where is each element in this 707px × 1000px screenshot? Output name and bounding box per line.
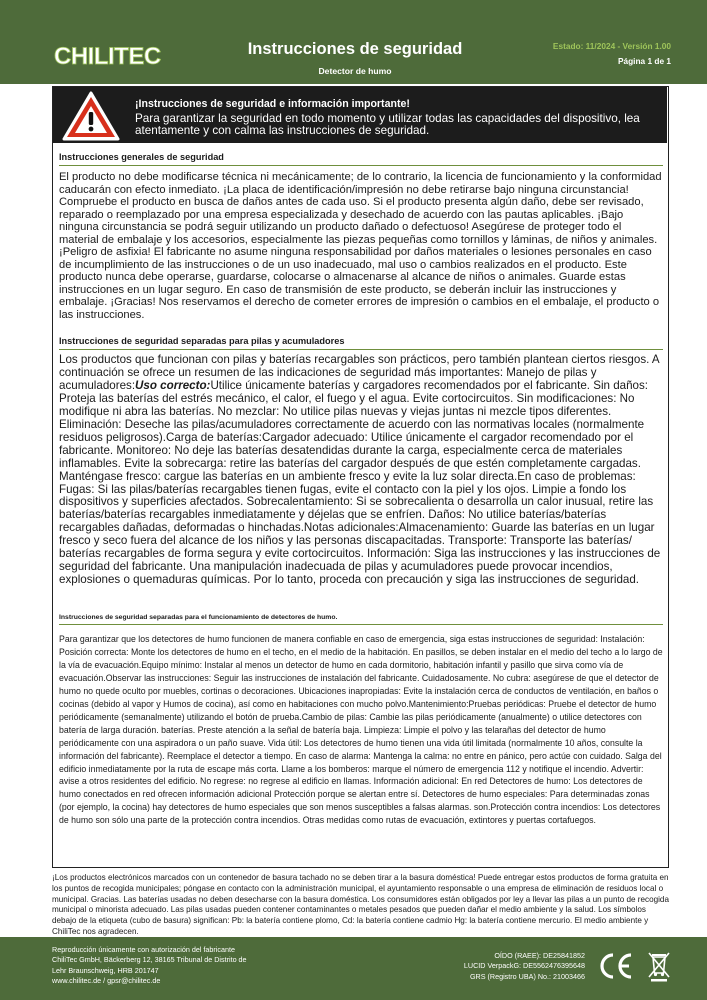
page-header [0, 0, 707, 84]
footer-line: Lehr Braunschweig, HRB 201747 [52, 965, 159, 975]
warning-text: Para garantizar la seguridad en todo momento y utilizar todas las capacidades del dispositivo, lea atentamente y con calma las instrucciones de seguridad. [135, 112, 640, 138]
warning-triangle-icon [61, 90, 121, 142]
footer-grs-number: GRS (Registro UBA) No.: 21003466 [469, 971, 585, 981]
warning-banner [53, 87, 667, 143]
footer-registrations [464, 951, 585, 982]
footer-lucid-number: LUCID VerpackG: DE5562476395648 [463, 961, 585, 971]
page-number: Página 1 de 1 [617, 56, 671, 66]
page-footer [0, 937, 707, 1000]
page-title: Instrucciones de seguridad [247, 40, 463, 58]
ce-mark-icon [598, 952, 634, 980]
footer-line: Reproducción únicamente con autorización del fabricante [52, 945, 235, 954]
smoke-heading: Instrucciones de seguridad separadas para el funcionamiento de detectores de humo. [59, 614, 663, 625]
smoke-text: Para garantizar que los detectores de humo funcionen de manera confiable en caso de emergencia, siga estas instrucciones de seguridad: Instalación: Posición correcta: Monte los detectores de humo en el techo, en el medio de la habitación. En pasillos, se deben instalar en el medio del techo a lo largo de la vía de evacuación.Equipo mínimo: Instalar al menos un detector de humo en cada dormitorio, habitación infantil y pasillo que sirva como vía de evacuación.Observar las instrucciones: Seguir las instrucciones de instalación del fabricante. Cuidadosamente. No cubra: asegúrese de que el detector de humo no quede oculto por muebles, cortinas o decoraciones. Ubicaciones inapropiadas: Evite la instalación cerca de conductos de ventilación, en baños o cocinas (debido al vapor y Humos de cocina), así como en habitaciones con mucho polvo.Mantenimiento:Pruebas periódicas: Pruebe el detector de humo periódicamente (semanalmente) utilizando el botón de prueba.Cambio de pilas: Cambie las pilas periódicamente (anualmente) o utilice detectores con batería de larga duración. baterías. Preste atención a la señal de batería baja. Limpieza: Limpie el polvo y las telarañas del detector de humo periódicamente con una aspiradora o un paño suave. Vida útil: Los detectores de humo tienen una vida útil limitada (normalmente 10 años, consulte la información del fabricante). Reemplace el detector a tiempo. En caso de alarma: Mantenga la calma: no entre en pánico, pero actúe con cuidado. Salga del edificio inmediatamente por la ruta de escape más corta. Llame a los bomberos: marque el número de emergencia 112 y notifique el incendio. Advertir: avise a otros residentes del edificio. No regrese: no regrese al edificio en llamas. Información adicional: En red Detectores de humo: Los detectores de humo conectados en red ofrecen información adicional Protección porque se alertan entre sí. Detectores de humo especiales: Para determinadas zonas (por ejemplo, la cocina) hay detectores de humo especiales que son menos susceptibles a falsas alarmas. son.Protección contra incendios: Los detectores de humo son sólo una parte de la protección contra incendios. Otras medidas como rutas de evacuación, extintores y puertas cortafuegos. [59, 634, 663, 826]
footer-line: ChiliTec GmbH, Bäckerberg 12, 38165 Tribunal de Distrito de [52, 955, 247, 965]
crossed-bin-icon [646, 950, 672, 982]
footer-company-info [52, 945, 247, 986]
svg-text:CHILITEC: CHILITEC [54, 43, 161, 70]
footer-weee-number: OÍDO (RAEE): DE25841852 [494, 951, 585, 960]
page-subtitle: Detector de humo [318, 66, 392, 76]
batteries-heading: Instrucciones de seguridad separadas para pilas y acumuladores [59, 336, 663, 350]
batteries-text-rest: Utilice únicamente baterías y cargadores recomendados por el fabricante. Sin daños: Proteja las baterías del estrés mecánico, el calor, el fuego y el agua. Evite cortocircuitos. Sin modificaciones: No modifique ni abra las baterías. No mezclar: No utilice pilas nuevas y viejas juntas ni mezcle tipos diferentes. Eliminación: Deseche las pilas/acumuladores correctamente de acuerdo con las normativas locales (normalmente residuos peligrosos).Carga de baterías:Cargador adecuado: Utilice únicamente el cargador recomendado por el fabricante. Monitoreo: No deje las baterías desatendidas durante la carga, especialmente cerca de materiales inflamables. Evite la sobrecarga: retire las baterías del cargador después de que estén completamente cargadas. Manténgase fresco: cargue las baterías en un ambiente fresco y evite la luz solar directa.En caso de problemas: Fugas: Si las pilas/baterías recargables tienen fugas, evite el contacto con la piel y los ojos. Limpie a fondo los dispositivos y superficies afectados. Sobrecalentamiento: Si se sobrecalienta o desarrolla un calor inusual, retire las baterías/baterías recargables inmediatamente y déjelas que se enfríen. Daños: No utilice baterías/baterías recargables dañadas, deformadas o hinchadas.Notas adicionales:Almacenamiento: Guarde las baterías en un lugar fresco y seco fuera del alcance de los niños y las personas discapacitadas. Transporte: Transporte las baterías/ baterías recargables de forma segura y evite cortocircuitos. Información: Siga las instrucciones y las instrucciones de seguridad del fabricante. Una manipulación inadecuada de pilas y acumuladores puede provocar incendios, explosiones o quemaduras químicas. Por lo tanto, proceda con precaución y siga las instrucciones de seguridad. [59, 378, 661, 587]
batteries-text-intro: Los productos que funcionan con pilas y baterías recargables son prácticos, pero también plantean ciertos riesgos. A continuación se ofrece un resumen de las indicaciones de seguridad más importantes: Manejo de pilas y acumuladores: [59, 353, 660, 392]
general-text: El producto no debe modificarse técnica ni mecánicamente; de lo contrario, la licencia de funcionamiento y la conformidad caducarán con efecto inmediato. ¡La placa de identificación/impresión no debe retirarse bajo ninguna circunstancia! Compruebe el producto en busca de daños antes de cada uso. Si el producto presenta algún daño, debe ser revisado, reparado o reemplazado por una empresa especializada y desechado de acuerdo con las pautas aplicables. ¡Bajo ninguna circunstancia se podrá seguir utilizando un producto dañado o defectuoso! Asegúrese de proteger todo el material de embalaje y los accesorios, especialmente las piezas pequeñas como tornillos y láminas, de niños y animales. ¡Peligro de asfixia! El fabricante no asume ninguna responsabilidad por daños materiales o lesiones personales en caso de incumplimiento de las instrucciones o de un uso inadecuado, mal uso o cambios realizados en el producto. Este producto nunca debe operarse, guardarse, colocarse o almacenarse al alcance de niños o animales. Guarde estas instrucciones en un lugar seguro. En caso de transmisión de este producto, se deberán incluir las instrucciones y embalaje. ¡Gracias! Nos reservamos el derecho de cometer errores de impresión o cambios en el embalaje, el producto o las instrucciones. [59, 171, 662, 322]
footer-line: www.chilitec.de / gpsr@chilitec.de [52, 975, 161, 985]
document-status: Estado: 11/2024 - Versión 1.00 [552, 41, 671, 51]
batteries-emphasis: Uso correcto: [135, 378, 211, 392]
batteries-text [59, 354, 663, 587]
general-heading: Instrucciones generales de seguridad [59, 152, 663, 166]
instructions-frame [52, 86, 669, 868]
disposal-notice: ¡Los productos electrónicos marcados con un contenedor de basura tachado no se deben tirar a la basura doméstica! Puede entregar estos productos de forma gratuita en los puntos de recogida municipales; póngase en contacto con la administración municipal, el ayuntamiento responsable o una empresa de eliminación de residuos local o municipal. Gracias. Las baterías usadas no deben desecharse con la basura doméstica. Los consumidores están obligados por ley a llevar las pilas a un punto de recogida municipal o minorista adecuado. Las pilas usadas pueden contener contaminantes o metales pesados que pueden dañar el medio ambiente y la salud. Los símbolos debajo de la etiqueta (cubo de basura) significan: Pb: la batería contiene plomo, Cd: la batería contiene cadmio Hg: la batería contiene mercurio. El medio ambiente y ChiliTec nos agradecen. [52, 873, 669, 936]
chilitec-logo [52, 40, 188, 70]
warning-title: ¡Instrucciones de seguridad e información importante! [135, 98, 410, 110]
